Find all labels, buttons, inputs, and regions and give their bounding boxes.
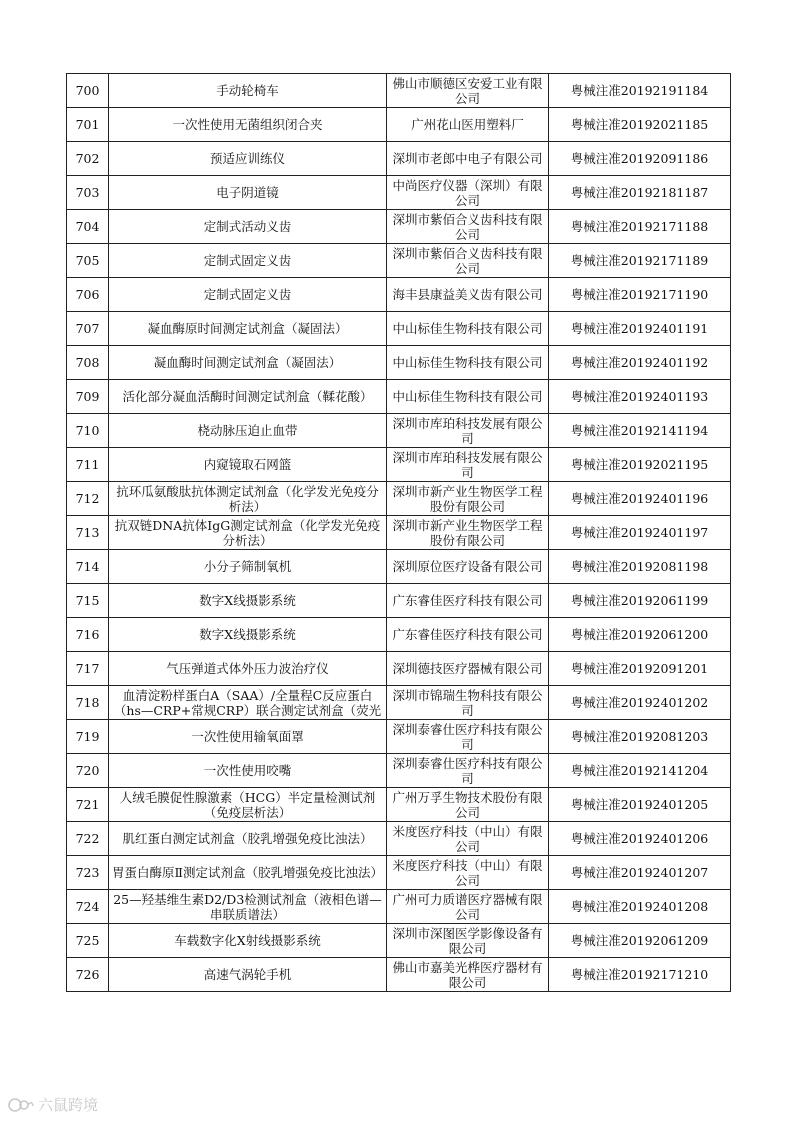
- registration-number-cell: [549, 958, 731, 992]
- product-name-cell: [109, 346, 387, 380]
- product-name-cell: [109, 516, 387, 550]
- table-row: [67, 822, 731, 856]
- row-number: 714: [75, 559, 100, 574]
- row-number-cell: [67, 584, 109, 618]
- row-number: 704: [75, 219, 100, 234]
- row-number: 715: [75, 593, 100, 608]
- row-number: 713: [75, 525, 100, 540]
- company-name: 深圳德技医疗器械有限公司: [392, 661, 543, 676]
- row-number-cell: [67, 754, 109, 788]
- product-name: 一次性使用无菌组织闭合夹: [172, 117, 323, 132]
- company-name: 深圳市新产业生物医学工程股份有限公司: [392, 517, 543, 548]
- registration-number: 粤械注准20192401202: [570, 695, 709, 710]
- row-number: 723: [75, 865, 100, 880]
- product-name: 凝血酶时间测定试剂盒（凝固法）: [153, 355, 342, 370]
- company-name: 米度医疗科技（中山）有限公司: [392, 857, 543, 888]
- row-number-cell: [67, 142, 109, 176]
- company-name: 佛山市嘉美光桦医疗器材有限公司: [392, 959, 543, 990]
- registration-number-cell: [549, 618, 731, 652]
- table-row: [67, 754, 731, 788]
- product-name-cell: [109, 108, 387, 142]
- company-name-cell: [387, 312, 549, 346]
- registration-number-cell: [549, 176, 731, 210]
- registration-number: 粤械注准20192401208: [570, 899, 709, 914]
- row-number: 703: [75, 185, 100, 200]
- row-number-cell: [67, 788, 109, 822]
- row-number: 717: [75, 661, 100, 676]
- row-number-cell: [67, 244, 109, 278]
- company-name-cell: [387, 516, 549, 550]
- row-number-cell: [67, 516, 109, 550]
- product-name: 一次性使用输氧面罩: [191, 729, 304, 744]
- row-number-cell: [67, 448, 109, 482]
- product-name-cell: [109, 244, 387, 278]
- product-name: 车载数字化X射线摄影系统: [174, 933, 321, 948]
- table-row: [67, 482, 731, 516]
- registration-number: 粤械注准20192141204: [570, 763, 709, 778]
- row-number-cell: [67, 176, 109, 210]
- company-name-cell: [387, 176, 549, 210]
- product-name: 预适应训练仪: [209, 151, 285, 166]
- company-name: 深圳市深图医学影像设备有限公司: [392, 925, 543, 956]
- table-row: [67, 448, 731, 482]
- company-name: 深圳原位医疗设备有限公司: [392, 559, 543, 574]
- registration-number-cell: [549, 346, 731, 380]
- product-name: 一次性使用咬嘴: [203, 763, 292, 778]
- row-number: 706: [75, 287, 100, 302]
- registration-number: 粤械注准20192401196: [570, 491, 709, 506]
- row-number-cell: [67, 856, 109, 890]
- row-number-cell: [67, 210, 109, 244]
- table-row: [67, 890, 731, 924]
- product-name: 25—羟基维生素D2/D3检测试剂盒（液相色谱—串联质谱法）: [113, 891, 382, 922]
- registration-number-cell: [549, 516, 731, 550]
- product-name-cell: [109, 176, 387, 210]
- registration-number-cell: [549, 312, 731, 346]
- registration-number: 粤械注准20192401191: [570, 321, 709, 336]
- product-name: 定制式固定义齿: [203, 253, 292, 268]
- registration-number: 粤械注准20192091201: [570, 661, 709, 676]
- company-name: 深圳市锦瑞生物科技有限公司: [392, 687, 543, 718]
- product-name-cell: [109, 550, 387, 584]
- row-number-cell: [67, 346, 109, 380]
- registration-number-cell: [549, 720, 731, 754]
- company-name-cell: [387, 856, 549, 890]
- company-name-cell: [387, 720, 549, 754]
- table-row: [67, 380, 731, 414]
- registration-number-cell: [549, 550, 731, 584]
- company-name-cell: [387, 822, 549, 856]
- company-name: 海丰县康益美义齿有限公司: [392, 287, 543, 302]
- row-number: 705: [75, 253, 100, 268]
- product-name-cell: [109, 482, 387, 516]
- registration-number: 粤械注准20192091186: [570, 151, 709, 166]
- registration-number-cell: [549, 244, 731, 278]
- registration-number-cell: [549, 108, 731, 142]
- company-name-cell: [387, 210, 549, 244]
- registration-number: 粤械注准20192401206: [570, 831, 709, 846]
- product-name-cell: [109, 686, 387, 720]
- company-name-cell: [387, 346, 549, 380]
- registration-number: 粤械注准20192401192: [570, 355, 709, 370]
- table-row: [67, 516, 731, 550]
- registration-number-cell: [549, 924, 731, 958]
- registration-number: 粤械注准20192171188: [570, 219, 709, 234]
- company-name-cell: [387, 550, 549, 584]
- table-row: [67, 958, 731, 992]
- product-name: 小分子筛制氧机: [203, 559, 292, 574]
- product-name-cell: [109, 210, 387, 244]
- row-number: 700: [75, 83, 100, 98]
- company-name: 广州花山医用塑料厂: [411, 117, 524, 132]
- table-row: [67, 584, 731, 618]
- registration-number: 粤械注准20192061200: [570, 627, 709, 642]
- product-name: 定制式固定义齿: [203, 287, 292, 302]
- product-name: 桡动脉压迫止血带: [197, 423, 298, 438]
- table-row: [67, 244, 731, 278]
- product-name-cell: [109, 924, 387, 958]
- registration-number-cell: [549, 788, 731, 822]
- product-name-cell: [109, 618, 387, 652]
- row-number-cell: [67, 890, 109, 924]
- row-number: 718: [75, 695, 100, 710]
- watermark-text: 六鼠跨境: [38, 1096, 99, 1114]
- company-name: 广州万孚生物技术股份有限公司: [392, 789, 543, 820]
- company-name: 佛山市顺德区安爱工业有限公司: [392, 75, 543, 106]
- table-row: [67, 108, 731, 142]
- row-number-cell: [67, 380, 109, 414]
- table-body: [67, 74, 731, 992]
- row-number: 711: [75, 457, 100, 472]
- table-row: [67, 278, 731, 312]
- product-name: 活化部分凝血活酶时间测定试剂盒（鞣花酸）: [122, 389, 373, 404]
- company-name: 广东睿佳医疗科技有限公司: [392, 593, 543, 608]
- table-row: [67, 312, 731, 346]
- table-row: [67, 142, 731, 176]
- company-name-cell: [387, 482, 549, 516]
- table-row: [67, 414, 731, 448]
- product-name-cell: [109, 652, 387, 686]
- company-name-cell: [387, 278, 549, 312]
- company-name-cell: [387, 74, 549, 108]
- company-name: 中山标佳生物科技有限公司: [392, 321, 543, 336]
- row-number: 710: [75, 423, 100, 438]
- product-name: 人绒毛膜促性腺激素（HCG）半定量检测试剂（免疫层析法）: [119, 789, 376, 820]
- company-name-cell: [387, 788, 549, 822]
- company-name-cell: [387, 618, 549, 652]
- product-name: 凝血酶原时间测定试剂盒（凝固法）: [147, 321, 348, 336]
- table-row: [67, 618, 731, 652]
- table-row: [67, 74, 731, 108]
- company-name-cell: [387, 924, 549, 958]
- table-row: [67, 788, 731, 822]
- company-name-cell: [387, 142, 549, 176]
- row-number: 712: [75, 491, 100, 506]
- row-number: 719: [75, 729, 100, 744]
- registration-number-cell: [549, 482, 731, 516]
- product-name-cell: [109, 958, 387, 992]
- row-number-cell: [67, 74, 109, 108]
- row-number-cell: [67, 414, 109, 448]
- row-number-cell: [67, 958, 109, 992]
- row-number: 720: [75, 763, 100, 778]
- row-number-cell: [67, 720, 109, 754]
- company-name: 深圳市老郎中电子有限公司: [392, 151, 543, 166]
- row-number-cell: [67, 924, 109, 958]
- company-name: 中山标佳生物科技有限公司: [392, 355, 543, 370]
- registration-number: 粤械注准20192021185: [570, 117, 709, 132]
- registration-number-cell: [549, 584, 731, 618]
- company-name: 深圳市新产业生物医学工程股份有限公司: [392, 483, 543, 514]
- product-name-cell: [109, 448, 387, 482]
- row-number-cell: [67, 312, 109, 346]
- watermark: [8, 1094, 98, 1115]
- product-name: 内窥镜取石网篮: [203, 457, 292, 472]
- product-name-cell: [109, 788, 387, 822]
- product-name-cell: [109, 720, 387, 754]
- product-name-cell: [109, 74, 387, 108]
- product-name-cell: [109, 414, 387, 448]
- table-row: [67, 346, 731, 380]
- table-row: [67, 210, 731, 244]
- registration-number-cell: [549, 210, 731, 244]
- company-name-cell: [387, 108, 549, 142]
- registration-number: 粤械注准20192181187: [570, 185, 709, 200]
- row-number: 724: [75, 899, 100, 914]
- row-number-cell: [67, 482, 109, 516]
- row-number: 708: [75, 355, 100, 370]
- product-name-cell: [109, 890, 387, 924]
- company-name: 广东睿佳医疗科技有限公司: [392, 627, 543, 642]
- company-name-cell: [387, 686, 549, 720]
- company-name: 米度医疗科技（中山）有限公司: [392, 823, 543, 854]
- row-number-cell: [67, 618, 109, 652]
- product-name-cell: [109, 312, 387, 346]
- table-row: [67, 856, 731, 890]
- registration-number: 粤械注准20192081203: [570, 729, 709, 744]
- registry-table: [66, 73, 731, 992]
- company-name: 广州可力质谱医疗器械有限公司: [392, 891, 543, 922]
- company-name: 深圳泰睿仕医疗科技有限公司: [392, 721, 543, 752]
- row-number: 725: [75, 933, 100, 948]
- registration-number-cell: [549, 448, 731, 482]
- company-name-cell: [387, 380, 549, 414]
- table-row: [67, 720, 731, 754]
- row-number: 709: [75, 389, 100, 404]
- row-number-cell: [67, 822, 109, 856]
- table-row: [67, 686, 731, 720]
- row-number: 702: [75, 151, 100, 166]
- product-name: 胃蛋白酶原Ⅱ测定试剂盒（胶乳增强免疫比浊法）: [112, 865, 383, 880]
- registration-number-cell: [549, 142, 731, 176]
- product-name-cell: [109, 278, 387, 312]
- product-name: 电子阴道镜: [216, 185, 279, 200]
- registration-number: 粤械注准20192401205: [570, 797, 709, 812]
- product-name: 数字X线摄影系统: [199, 593, 296, 608]
- company-name-cell: [387, 584, 549, 618]
- registration-number: 粤械注准20192061209: [570, 933, 709, 948]
- product-name: 手动轮椅车: [216, 83, 279, 98]
- company-name: 深圳市紫佰合义齿科技有限公司: [392, 245, 543, 276]
- company-name-cell: [387, 448, 549, 482]
- product-name-cell: [109, 380, 387, 414]
- row-number: 716: [75, 627, 100, 642]
- company-name-cell: [387, 890, 549, 924]
- row-number-cell: [67, 278, 109, 312]
- registration-number-cell: [549, 856, 731, 890]
- company-name: 深圳市紫佰合义齿科技有限公司: [392, 211, 543, 242]
- product-name-cell: [109, 584, 387, 618]
- product-name: 抗环瓜氨酸肽抗体测定试剂盒（化学发光免疫分析法）: [116, 483, 379, 514]
- registration-number: 粤械注准20192401193: [570, 389, 709, 404]
- product-name: 数字X线摄影系统: [199, 627, 296, 642]
- registration-number-cell: [549, 74, 731, 108]
- company-name: 深圳泰睿仕医疗科技有限公司: [392, 755, 543, 786]
- registration-number: 粤械注准20192061199: [570, 593, 709, 608]
- company-name-cell: [387, 958, 549, 992]
- registration-number-cell: [549, 414, 731, 448]
- table-row: [67, 924, 731, 958]
- product-name-cell: [109, 754, 387, 788]
- registration-number: 粤械注准20192191184: [570, 83, 709, 98]
- product-name: 定制式活动义齿: [203, 219, 292, 234]
- registration-number-cell: [549, 380, 731, 414]
- row-number-cell: [67, 108, 109, 142]
- registration-number: 粤械注准20192401207: [570, 865, 709, 880]
- registration-number-cell: [549, 822, 731, 856]
- registration-number-cell: [549, 278, 731, 312]
- company-name-cell: [387, 754, 549, 788]
- registration-number: 粤械注准20192081198: [570, 559, 709, 574]
- registration-number-cell: [549, 686, 731, 720]
- registration-number-cell: [549, 652, 731, 686]
- company-name: 深圳市库珀科技发展有限公司: [392, 415, 543, 446]
- registration-number: 粤械注准20192401197: [570, 525, 709, 540]
- table-row: [67, 550, 731, 584]
- company-name-cell: [387, 414, 549, 448]
- product-name: 肌红蛋白测定试剂盒（胶乳增强免疫比浊法）: [122, 831, 373, 846]
- registration-number-cell: [549, 754, 731, 788]
- company-name: 中山标佳生物科技有限公司: [392, 389, 543, 404]
- registration-number: 粤械注准20192021195: [570, 457, 709, 472]
- company-name-cell: [387, 652, 549, 686]
- product-name: 血清淀粉样蛋白A（SAA）/全量程C反应蛋白（hs—CRP+常规CRP）联合测定试剂盒（荧光: [113, 687, 382, 718]
- row-number: 726: [75, 967, 100, 982]
- product-name-cell: [109, 856, 387, 890]
- row-number-cell: [67, 652, 109, 686]
- product-name: 气压弹道式体外压力波治疗仪: [166, 661, 329, 676]
- product-name-cell: [109, 822, 387, 856]
- product-name: 抗双链DNA抗体IgG测定试剂盒（化学发光免疫分析法）: [114, 517, 381, 548]
- registration-number: 粤械注准20192171190: [570, 287, 709, 302]
- company-name-cell: [387, 244, 549, 278]
- row-number-cell: [67, 550, 109, 584]
- registration-number: 粤械注准20192141194: [570, 423, 709, 438]
- registration-number: 粤械注准20192171189: [570, 253, 709, 268]
- row-number: 701: [75, 117, 100, 132]
- row-number: 707: [75, 321, 100, 336]
- mouse-logo-icon: [8, 1096, 34, 1114]
- registration-number-cell: [549, 890, 731, 924]
- company-name: 深圳市库珀科技发展有限公司: [392, 449, 543, 480]
- company-name: 中尚医疗仪器（深圳）有限公司: [392, 177, 543, 208]
- product-name: 高速气涡轮手机: [203, 967, 292, 982]
- row-number-cell: [67, 686, 109, 720]
- row-number: 722: [75, 831, 100, 846]
- product-name-cell: [109, 142, 387, 176]
- table-row: [67, 652, 731, 686]
- table-row: [67, 176, 731, 210]
- row-number: 721: [75, 797, 100, 812]
- registration-number: 粤械注准20192171210: [570, 967, 709, 982]
